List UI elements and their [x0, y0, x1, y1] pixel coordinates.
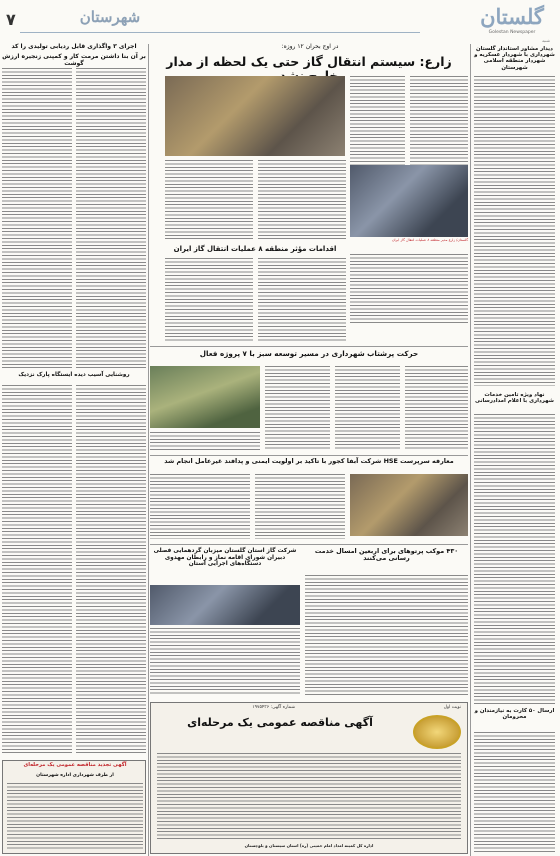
ad-number: شماره آگهی: ۱۹۷۵۴۳۶ [252, 705, 295, 710]
ad-footer: اداره کل کمیته امداد امام خمینی (ره) استان سیستان و بلوچستان [244, 843, 374, 848]
ad-box [150, 702, 468, 854]
sub-body-b [258, 258, 346, 343]
divider [148, 44, 149, 856]
brand-logo: گلستان [480, 4, 544, 29]
left-body-3 [2, 385, 72, 755]
emblem-icon [413, 715, 461, 749]
page-day: شنبه [542, 38, 550, 43]
mid-body-1d [150, 432, 260, 452]
sub-body-a [165, 258, 253, 343]
left-ad-body [7, 783, 143, 851]
mid-photo-1 [150, 366, 260, 428]
mid-body-1a [265, 366, 330, 451]
sub-body-c [350, 254, 468, 324]
main-kicker: در اوج بحران ۱۲ روزه: [281, 43, 339, 50]
left-ad-sub: از طرف شهرداری اداره شهرستان [36, 773, 114, 778]
main-photo-caption: گلستان/ زارع مدیر منطقه ۸ عملیات انتقال گاز ایران [391, 238, 468, 242]
mid-title-4: ۴۳۰ موکب پرتوهای برای اربعین امسال خدمت رسانی می‌کنند [314, 547, 459, 563]
left-body-4 [76, 385, 146, 755]
mid-body-2b [255, 474, 345, 539]
right-title-1: دیدار مشاور استاندار گلستان شهرداری با شهردار عسکریه و شهردار منطقه اسلامی شهرستان [474, 46, 555, 71]
main-photo-2 [350, 165, 468, 237]
masthead-rule [20, 32, 420, 33]
main-body-d [258, 160, 346, 240]
right-body-1 [474, 76, 555, 386]
mid-body-2a [150, 474, 250, 539]
mid-body-3 [150, 628, 300, 696]
mid-body-1c [405, 366, 468, 451]
left-mid-title: روشنایی آسیب دیده ایستگاه پارک نزدیک [18, 372, 130, 378]
right-column [472, 44, 557, 856]
mid-title-2: معارفه سرپرست HSE شرکت آبفا کجور با تاکید بر اولویت ایمنی و پدافند غیرعامل انجام شد [164, 457, 454, 465]
section-title: شهرستان [79, 8, 141, 26]
main-photo [165, 76, 345, 156]
ad-title: آگهی مناقصه عمومی یک مرحله‌ای [187, 716, 373, 729]
left-ad-title: آگهی تجدید مناقصه عمومی یک مرحله‌ای [23, 762, 127, 768]
masthead [0, 0, 560, 42]
right-title-2: نهاد ویژه تامین خدمات شهرداری با اعلام امدادرسانی [475, 392, 554, 405]
divider [150, 455, 468, 456]
divider [150, 544, 468, 545]
divider [150, 346, 468, 347]
main-body-c [165, 160, 253, 240]
mid-title-3: شرکت گاز استان گلستان میزبان گردهمایی فصلی دبیران شورای اقامه نماز و رابطان مهدوی دستگاه‌های اجرایی استان [153, 548, 297, 568]
left-top-title-2: بر آن بنا داشتن مرمت کار و کمپنی زنجیره ارزش گوشت [2, 53, 146, 67]
left-body-2 [76, 68, 146, 368]
ad-body [157, 753, 461, 841]
right-body-2 [474, 414, 555, 704]
right-body-3 [474, 732, 555, 852]
mid-photo-3 [150, 585, 300, 625]
sub-headline: اقدامات مؤثر منطقه ۸ عملیات انتقال گاز ایران [173, 245, 337, 253]
left-ad [2, 760, 146, 854]
mid-title-1: حرکت پرشتاب شهرداری در مسیر توسعه سبز با ۷ پروژه فعال [199, 349, 419, 358]
page-number: ۷ [6, 10, 16, 29]
mid-body-4 [305, 575, 468, 695]
right-title-3: ارسال ۵۰ کارت به نیازمندان و محرومان [474, 708, 555, 721]
brand-sub: Golestan Newspaper [488, 30, 536, 35]
divider [470, 44, 471, 856]
left-top-title: اجرای ۳ واگذاری قابل ردیابی تولیدی را کد [11, 43, 137, 50]
mid-photo-2 [350, 474, 468, 536]
mid-body-1b [335, 366, 400, 451]
ad-label: نوبت اول [443, 705, 461, 710]
main-headline: زارع: سیستم انتقال گاز حتی یک لحظه از مدار [166, 54, 452, 69]
left-body-1 [2, 68, 72, 368]
